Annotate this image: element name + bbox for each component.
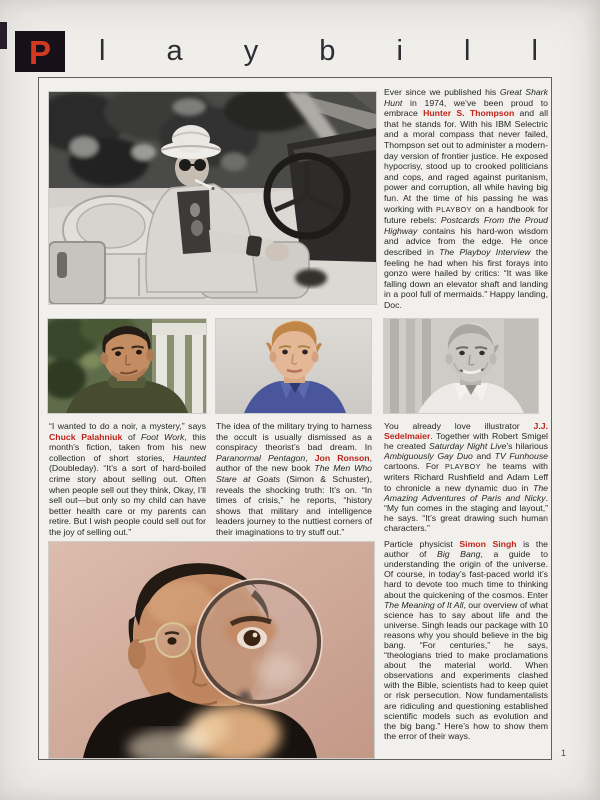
text-segment: The idea of the military trying to harness the occult is usually dismissed as a conspiracy theorist’s bad dream. In (216, 421, 372, 453)
masthead-letter: i (396, 35, 403, 67)
text-segment: J.J. Sedelmaier (384, 421, 548, 442)
masthead (15, 31, 552, 72)
masthead-p-letter: P (28, 34, 51, 71)
text-segment: (Doubleday). “It’s a sort of hard-boiled crime story about selling out. Often when people sell out they think, Okay, I’ll sell out—but only so my child can have better health care or my parents can retire. But I wish people could sell out for the joy of selling out.” (49, 463, 206, 537)
text-segment: Postcards From the Proud Highway (384, 215, 548, 236)
text-segment: The Men Who Stare at Goats (216, 463, 372, 484)
text-segment: Hunter S. Thompson (423, 108, 515, 119)
article-jon-ronson (216, 421, 372, 538)
text-segment: (Simon & Schuster), reveals the shocking truth: It’s on. “In times of crisis,” he reports, “history shows that military and intelligence leaders journey to the nuttiest corners of their imaginations to try stuff out.” (216, 473, 372, 537)
article-paragraph (384, 87, 548, 310)
text-segment: , author of the new book (216, 452, 372, 474)
text-segment: PLAYBOY (436, 204, 472, 214)
masthead-letter: a (166, 35, 183, 67)
masthead-letters (99, 31, 538, 72)
text-segment: of (122, 431, 141, 442)
photo-simon-singh (49, 542, 374, 758)
text-segment: the feeling he had when his first forays into gonzo were hailed by critics: “It was like falling down an elevator shaft and landing in a pool full of mermaids.” Happy landing, Doc. (384, 246, 548, 310)
photo-chuck-palahniuk (48, 319, 206, 413)
text-segment: Ever since we published his (384, 87, 500, 97)
page-number: 1 (561, 748, 567, 758)
article-chuck-palahniuk (49, 421, 206, 538)
text-segment: TV Funhouse (494, 451, 549, 462)
text-segment: Paranormal Pentagon (216, 452, 306, 463)
article-simon-singh (384, 539, 548, 741)
text-segment: he teams with writers Richard Rushfield and Adam Leff to chronicle a new dynamic duo in (384, 461, 549, 493)
text-segment: , (305, 452, 315, 463)
text-segment: , our overview of what science has to say about life and the universe. Singh leads our package with 10 reasons why you should believe in the big bang. “For centuries,” he says, “theologians tried to make proclamations about the material world. When observations and experiments clashed with the Bible, scientists had to keep quiet or risk persecution. Now fundamentalists are ridiculing and questioning established scientific models such as evolution and the big bang.” Here’s how to show them the error of their ways. (384, 599, 549, 741)
text-segment: Simon Singh (459, 539, 517, 550)
masthead-letter: l (464, 35, 471, 67)
text-segment: , a guide to understanding the origin of the universe. Of course, in today’s fast-paced world it’s hard to devote too much time to thinking about the quickening of the cosmos. Enter (384, 549, 548, 600)
text-segment: Saturday Night Live (429, 441, 507, 452)
text-segment: Foot Work (140, 431, 185, 442)
photo-jon-ronson-art (216, 319, 371, 413)
masthead-letter: y (243, 35, 259, 67)
masthead-letter: l (531, 35, 538, 67)
text-segment: , this month’s fiction, taken from his new collection of short stories, (49, 431, 206, 463)
text-segment: The Amazing Adventures of Paris and Nicky (384, 482, 548, 503)
text-segment: Haunted (173, 452, 206, 463)
text-segment: ’s hilarious (506, 441, 548, 452)
masthead-letter: b (319, 35, 336, 67)
text-segment: and (472, 451, 495, 462)
masthead-letter: l (99, 35, 106, 67)
right-column (384, 421, 548, 741)
photo-hunter-thompson (49, 92, 376, 304)
text-segment: PLAYBOY (445, 462, 481, 472)
article-jj-sedelmaier (384, 421, 548, 533)
text-segment: . Together with Robert Smigel he created (384, 431, 548, 452)
content-frame (38, 77, 552, 760)
text-segment: “I wanted to do a noir, a mystery,” says (49, 421, 206, 431)
text-segment: Big Bang (437, 549, 481, 560)
text-segment: Great Shark Hunt (384, 87, 548, 108)
masthead-p-block (15, 31, 65, 72)
text-segment: cartoons. For (384, 461, 446, 472)
text-segment: Ambiguously Gay Duo (384, 451, 473, 462)
text-segment: . “My fun comes in the staging and layout,” he says. “It’s great drawing such human characters.” (384, 492, 548, 533)
text-segment: Particle physicist (384, 539, 460, 550)
article-paragraph (49, 421, 206, 538)
photo-jon-ronson (216, 319, 371, 413)
text-segment: and all that he stands for. With his IBM Selectric and a moral compass that never failed, Thompson set out to administer a modern-day version of frontier justice. He exposed hypocrisy, stood up to crooked politicians and cops, and raged against puritanism, power and corruption, all while having big fun. At the time of his passing he was working with (384, 108, 548, 214)
article-paragraph (216, 421, 372, 538)
photo-jj-sedelmaier (384, 319, 538, 413)
text-segment: The Playboy Interview (439, 246, 531, 257)
scan-corner-artifact (0, 22, 7, 49)
article-hunter-thompson (384, 87, 548, 310)
photo-hunter-thompson-art (49, 92, 376, 304)
photo-jj-sedelmaier-art (384, 319, 538, 413)
text-segment: The Meaning of It All (384, 599, 464, 610)
photo-chuck-palahniuk-art (48, 319, 206, 413)
text-segment: in 1974, we’ve been proud to embrace (384, 97, 548, 119)
text-segment: Jon Ronson (314, 452, 370, 463)
text-segment: contains his hard-won wisdom and advice from the edge. He once described in (384, 225, 548, 257)
text-segment: Chuck Palahniuk (49, 431, 123, 442)
photo-simon-singh-art (49, 542, 374, 758)
text-segment: You already love illustrator (384, 421, 534, 431)
text-segment: is the author of (384, 539, 548, 560)
text-segment: on a handbook for future rebels: (384, 203, 548, 226)
